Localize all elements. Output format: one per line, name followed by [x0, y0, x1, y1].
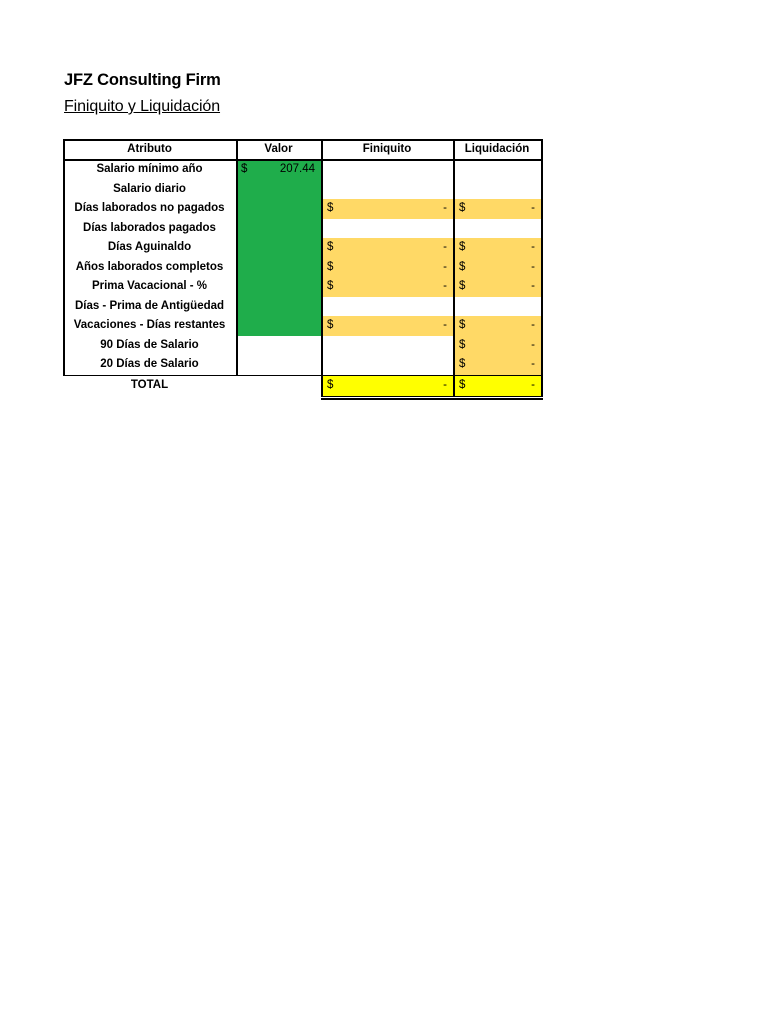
currency-symbol: $ — [459, 358, 466, 370]
total-finiquito-cell[interactable] — [322, 376, 453, 396]
body-bottom-border — [63, 375, 543, 377]
liquidacion-cell[interactable] — [454, 258, 541, 278]
company-name: JFZ Consulting Firm — [64, 71, 221, 89]
total-underline — [321, 396, 543, 398]
attribute-label: Salario diario — [113, 182, 186, 195]
amount-value: - — [531, 202, 535, 214]
finiquito-left-border — [321, 139, 323, 397]
amount-value: - — [443, 260, 447, 273]
currency-symbol: $ — [459, 202, 466, 214]
attribute-label: Años laborados completos — [75, 260, 224, 273]
amount-value: - — [443, 379, 447, 391]
currency-symbol: $ — [459, 338, 466, 351]
amount-value: - — [531, 260, 535, 273]
attribute-label: Salario mínimo año — [96, 163, 203, 175]
amount-value: - — [443, 202, 447, 214]
amount-value: - — [531, 358, 535, 370]
finiquito-cell[interactable] — [322, 258, 453, 278]
amount-value: - — [531, 280, 535, 292]
total-double-underline — [321, 398, 543, 400]
liquidacion-cell[interactable] — [454, 336, 541, 356]
liquidacion-cell[interactable] — [454, 238, 541, 258]
attribute-label: Días - Prima de Antigüedad — [74, 299, 225, 312]
header-bottom-border — [63, 159, 543, 161]
currency-symbol: $ — [327, 280, 334, 292]
currency-symbol: $ — [459, 260, 466, 273]
attribute-label: 90 Días de Salario — [100, 338, 199, 351]
currency-symbol: $ — [327, 241, 334, 253]
column-header-liquidacion: Liquidación — [464, 143, 530, 155]
amount-value: - — [531, 379, 535, 391]
attribute-label: Días Aguinaldo — [107, 241, 192, 253]
column-header-atributo: Atributo — [127, 143, 172, 155]
amount-value: - — [531, 319, 535, 331]
currency-symbol: $ — [327, 319, 334, 331]
liquidacion-left-border — [453, 139, 455, 397]
currency-symbol: $ — [327, 202, 334, 214]
currency-symbol: $ — [327, 379, 334, 391]
document-subtitle: Finiquito y Liquidación — [64, 98, 221, 115]
finiquito-cell[interactable] — [322, 316, 453, 336]
table-left-border — [63, 139, 65, 376]
currency-symbol: $ — [327, 260, 334, 273]
valor-input-area[interactable] — [236, 160, 321, 336]
column-header-finiquito: Finiquito — [362, 143, 412, 155]
liquidacion-cell[interactable] — [454, 199, 541, 219]
valor-cell[interactable] — [236, 160, 321, 180]
settlement-table — [63, 139, 541, 394]
currency-symbol: $ — [241, 163, 248, 175]
currency-symbol: $ — [459, 280, 466, 292]
amount-value: - — [443, 319, 447, 331]
amount-value: - — [443, 280, 447, 292]
amount-value: - — [443, 241, 447, 253]
attribute-label: Días laborados pagados — [83, 221, 216, 234]
finiquito-cell[interactable] — [322, 199, 453, 219]
liquidacion-cell[interactable] — [454, 316, 541, 336]
finiquito-cell[interactable] — [322, 277, 453, 297]
liquidacion-cell[interactable] — [454, 355, 541, 375]
finiquito-cell[interactable] — [322, 238, 453, 258]
currency-symbol: $ — [459, 379, 466, 391]
total-liquidacion-cell[interactable] — [454, 376, 541, 396]
table-right-border — [541, 139, 543, 397]
attribute-label: 20 Días de Salario — [100, 358, 199, 370]
currency-symbol: $ — [459, 319, 466, 331]
amount-value: - — [531, 338, 535, 351]
liquidacion-cell[interactable] — [454, 277, 541, 297]
amount-value: 207.44 — [279, 163, 315, 175]
valor-left-border — [236, 139, 238, 375]
column-header-valor: Valor — [264, 143, 293, 155]
currency-symbol: $ — [459, 241, 466, 253]
attribute-label: Vacaciones - Días restantes — [73, 319, 226, 331]
total-label: TOTAL — [130, 379, 169, 391]
attribute-label: Días laborados no pagados — [74, 202, 225, 214]
table-top-border — [63, 139, 543, 141]
amount-value: - — [531, 241, 535, 253]
attribute-label: Prima Vacacional - % — [91, 280, 208, 292]
